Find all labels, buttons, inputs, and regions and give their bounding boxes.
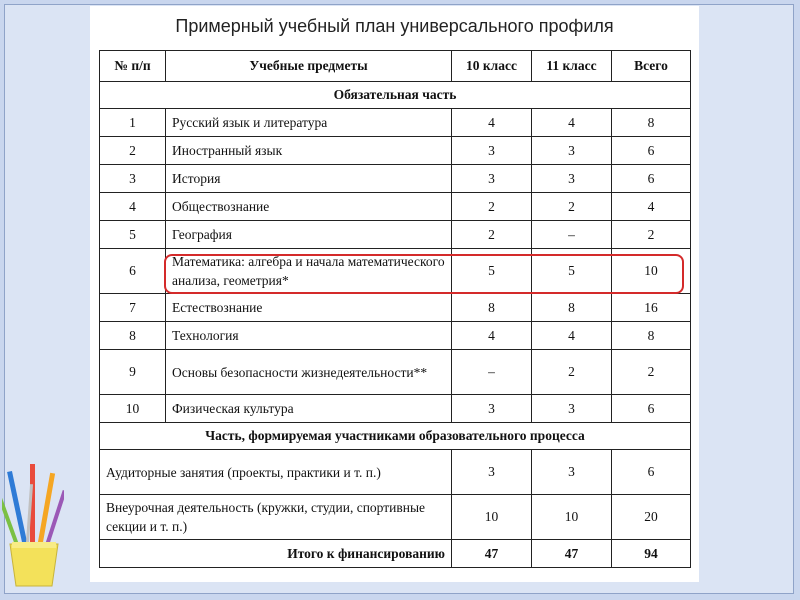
header-total: Всего — [612, 51, 691, 82]
table-row — [100, 193, 691, 221]
header-grade11: 11 класс — [532, 51, 612, 82]
section-mandatory: Обязательная часть — [100, 82, 691, 109]
table-row — [100, 165, 691, 193]
row-grade11: 3 — [532, 137, 612, 165]
row-num: 7 — [100, 294, 166, 322]
header-num: № п/п — [100, 51, 166, 82]
row-subject: Обществознание — [166, 193, 452, 221]
row-grade11: 3 — [532, 395, 612, 423]
table-row — [100, 322, 691, 350]
totals-grade11: 47 — [532, 540, 612, 568]
row-num: 8 — [100, 322, 166, 350]
row-grade10: 3 — [452, 165, 532, 193]
row-grade10: 8 — [452, 294, 532, 322]
row-total: 2 — [612, 350, 691, 395]
pencil-cup-icon — [2, 462, 64, 590]
row-grade11: 2 — [532, 193, 612, 221]
totals-total: 94 — [612, 540, 691, 568]
section-participants: Часть, формируемая участниками образовательного процесса — [100, 423, 691, 450]
row-num: 2 — [100, 137, 166, 165]
row-total: 8 — [612, 109, 691, 137]
row-grade11: 3 — [532, 450, 612, 495]
section-row — [100, 423, 691, 450]
row-grade10: 4 — [452, 109, 532, 137]
row-grade11: 4 — [532, 109, 612, 137]
table-header-row — [100, 51, 691, 82]
row-grade10: 2 — [452, 193, 532, 221]
row-total: 6 — [612, 395, 691, 423]
row-grade11: 10 — [532, 495, 612, 540]
row-subject: Математика: алгебра и начала математического анализа, геометрия* — [166, 249, 452, 294]
row-total: 6 — [612, 137, 691, 165]
totals-grade10: 47 — [452, 540, 532, 568]
table-row — [100, 450, 691, 495]
row-subject: География — [166, 221, 452, 249]
row-grade10: 3 — [452, 450, 532, 495]
row-grade10: – — [452, 350, 532, 395]
row-grade10: 2 — [452, 221, 532, 249]
row-total: 10 — [612, 249, 691, 294]
header-subject: Учебные предметы — [166, 51, 452, 82]
row-subject: Аудиторные занятия (проекты, практики и т. п.) — [100, 450, 452, 495]
row-num: 4 — [100, 193, 166, 221]
section-row — [100, 82, 691, 109]
row-num: 3 — [100, 165, 166, 193]
row-grade10: 3 — [452, 137, 532, 165]
row-grade10: 5 — [452, 249, 532, 294]
table-row — [100, 350, 691, 395]
row-subject: Естествознание — [166, 294, 452, 322]
row-total: 4 — [612, 193, 691, 221]
table-row — [100, 294, 691, 322]
row-grade11: – — [532, 221, 612, 249]
row-grade11: 4 — [532, 322, 612, 350]
row-grade11: 8 — [532, 294, 612, 322]
row-subject: Внеурочная деятельность (кружки, студии, спортивные секции и т. п.) — [100, 495, 452, 540]
row-total: 6 — [612, 165, 691, 193]
row-subject: История — [166, 165, 452, 193]
row-grade10: 10 — [452, 495, 532, 540]
table-row — [100, 495, 691, 540]
document-sheet — [90, 6, 699, 582]
row-total: 8 — [612, 322, 691, 350]
row-num: 10 — [100, 395, 166, 423]
row-grade10: 3 — [452, 395, 532, 423]
row-num: 6 — [100, 249, 166, 294]
row-total: 6 — [612, 450, 691, 495]
table-row — [100, 395, 691, 423]
row-grade11: 3 — [532, 165, 612, 193]
curriculum-table — [99, 50, 691, 568]
row-grade11: 2 — [532, 350, 612, 395]
row-subject: Иностранный язык — [166, 137, 452, 165]
totals-label: Итого к финансированию — [100, 540, 452, 568]
row-num: 5 — [100, 221, 166, 249]
table-row — [100, 109, 691, 137]
highlight-frame — [164, 254, 684, 294]
row-subject: Основы безопасности жизнедеятельности** — [166, 350, 452, 395]
row-subject: Физическая культура — [166, 395, 452, 423]
row-grade11: 5 — [532, 249, 612, 294]
row-grade10: 4 — [452, 322, 532, 350]
row-subject: Русский язык и литература — [166, 109, 452, 137]
page-title: Примерный учебный план универсального профиля — [175, 16, 614, 36]
row-total: 20 — [612, 495, 691, 540]
row-num: 1 — [100, 109, 166, 137]
row-subject: Технология — [166, 322, 452, 350]
table-row — [100, 137, 691, 165]
totals-row — [100, 540, 691, 568]
row-total: 2 — [612, 221, 691, 249]
header-grade10: 10 класс — [452, 51, 532, 82]
row-total: 16 — [612, 294, 691, 322]
row-num: 9 — [100, 350, 166, 395]
table-row — [100, 221, 691, 249]
